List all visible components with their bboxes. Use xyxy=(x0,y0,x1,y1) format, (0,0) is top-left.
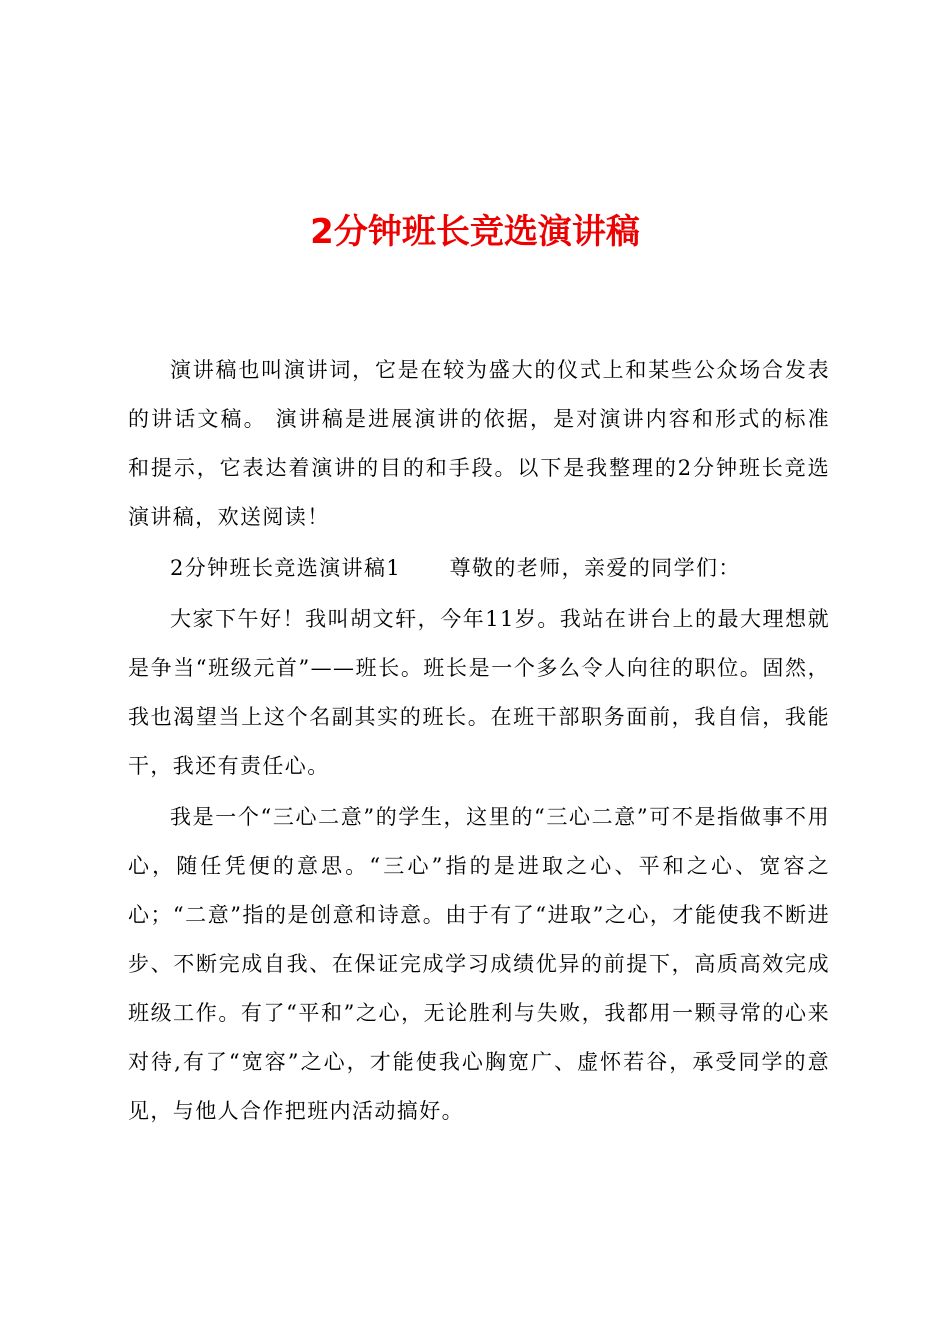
document-title: 2分钟班长竞选演讲稿 xyxy=(310,212,640,252)
speech-heading-paragraph: 2分钟班长竞选演讲稿1 尊敬的老师，亲爱的同学们： xyxy=(170,556,741,580)
body-paragraph-2: 我是一个“三心二意”的学生，这里的“三心二意”可不是指做事不用心，随任凭便的意思。“三心”指的是进取之心、平和之心、宽容之心；“二意”指的是创意和诗意。由于有了“进取”之心，才能使我不断进步、不断完成自我、在保证完成学习成绩优异的前提下，高质高效完成班级工作。有了“平和”之心，无论胜利与失败，我都用一颗寻常的心来对待,有了“宽容”之心，才能使我心胸宽广、虚怀若谷，承受同学的意见，与他人合作把班内活动搞好。 xyxy=(128,805,830,1123)
body-paragraph-1: 大家下午好！我叫胡文轩，今年11岁。我站在讲台上的最大理想就是争当“班级元首”——班长。班长是一个多么令人向往的职位。固然，我也渴望当上这个名副其实的班长。在班干部职务面前，我自信，我能干，我还有责任心。 xyxy=(128,607,830,778)
document-body xyxy=(128,346,830,1138)
intro-paragraph: 演讲稿也叫演讲词，它是在较为盛大的仪式上和某些公众场合发表的讲话文稿。 演讲稿是进展演讲的依据，是对演讲内容和形式的标准和提示，它表达着演讲的目的和手段。以下是我整理的2分钟班长竞选演讲稿，欢送阅读！ xyxy=(128,358,830,529)
